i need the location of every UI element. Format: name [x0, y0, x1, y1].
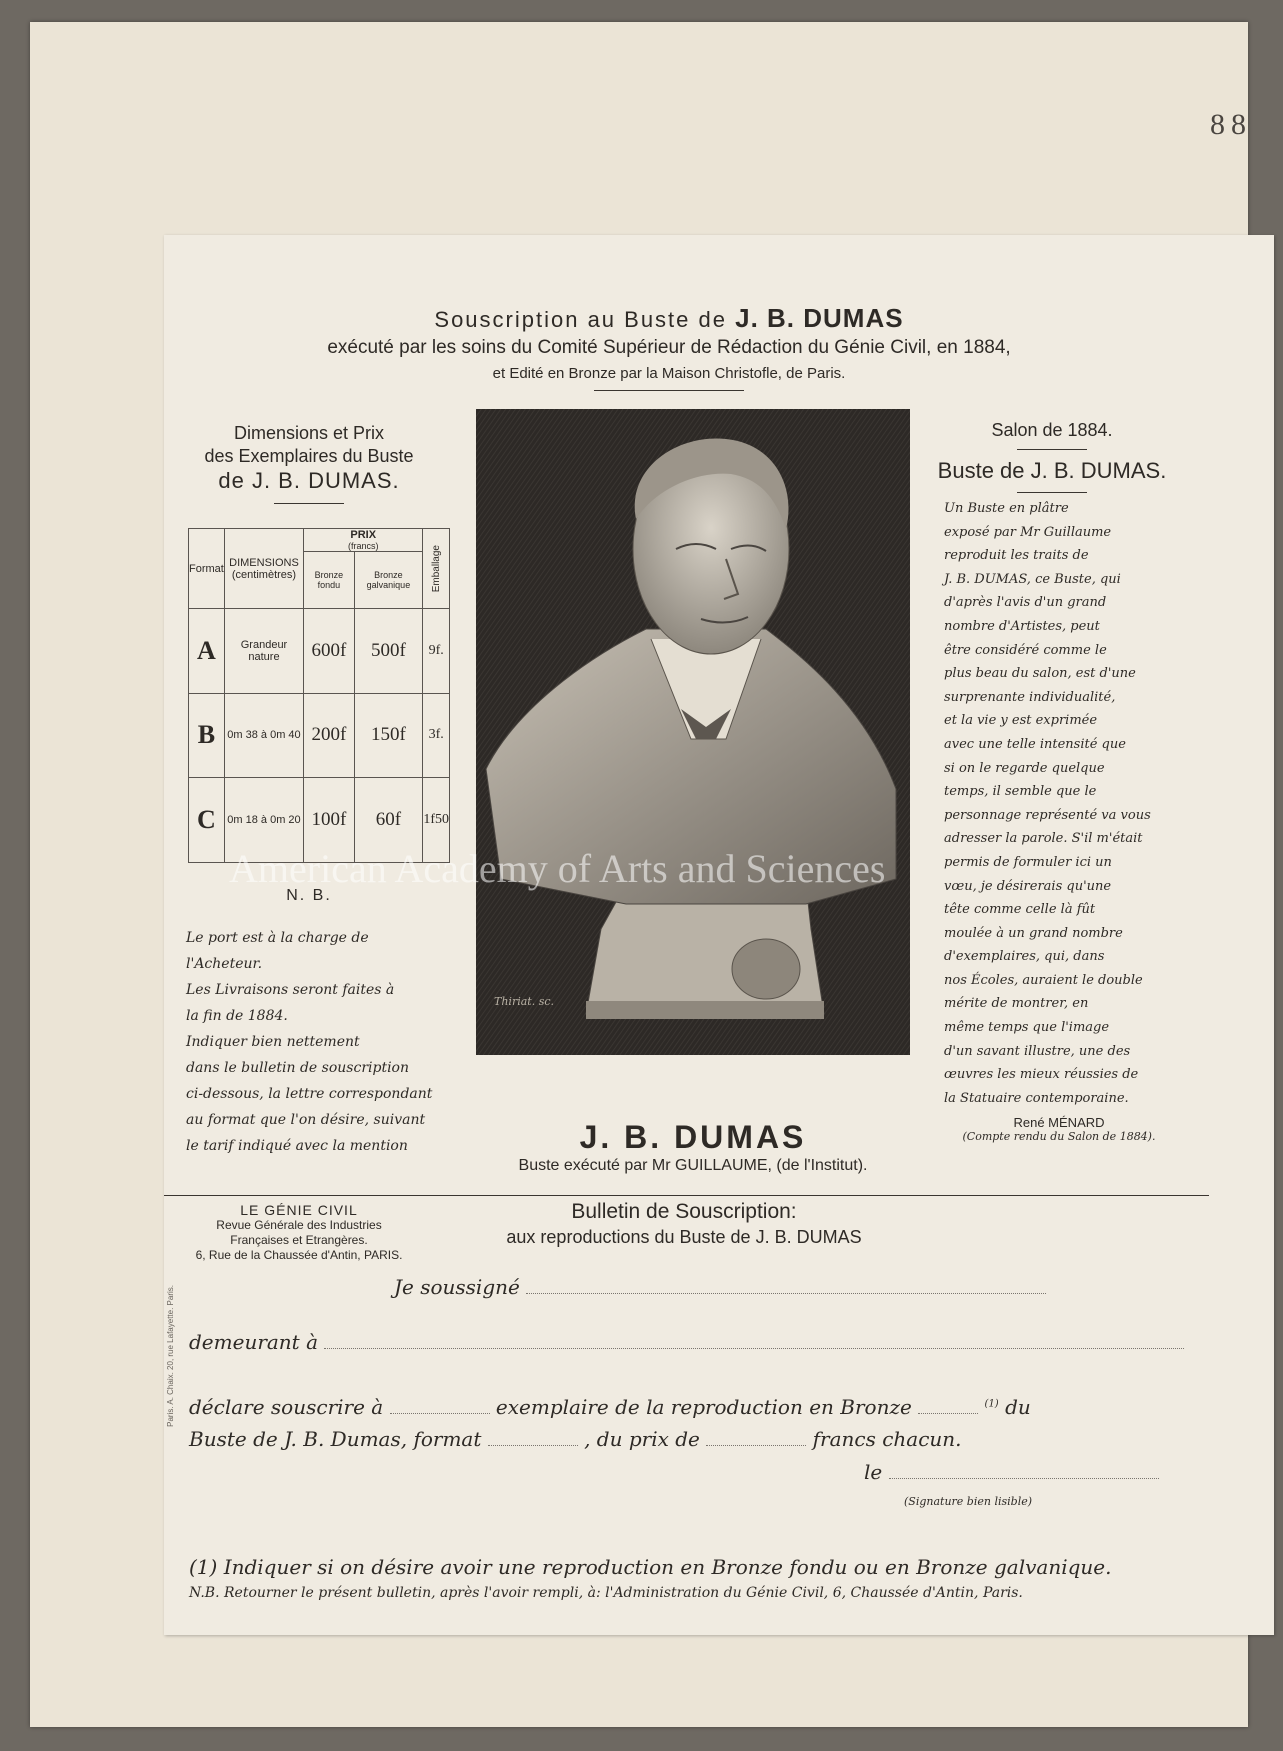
row-emballage: 1f50 [423, 778, 450, 863]
bust-title: J. B. DUMAS [579, 1119, 807, 1155]
header-rule [594, 390, 744, 391]
genie-line-2: Revue Générale des Industries [216, 1218, 382, 1232]
row-fondu-price: 200f [304, 693, 354, 778]
nb-line: Les Livraisons seront faites à [186, 982, 395, 998]
header-title [164, 303, 1174, 334]
header-title-name: J. B. DUMAS [735, 303, 904, 333]
review-line: avec une telle intensité que [944, 736, 1126, 752]
dimensions-heading-1: Dimensions et Prix [233, 423, 385, 443]
row-fondu-price: 100f [304, 778, 354, 863]
review-line: reproduit les traits de [944, 548, 1089, 564]
review-line: d'après l'avis d'un grand [944, 595, 1107, 611]
dimensions-heading [184, 422, 434, 512]
col-format: Format [189, 529, 225, 609]
row-emballage: 9f. [423, 609, 450, 694]
reproduction-label: de la reproduction en Bronze [615, 1395, 912, 1419]
row-dimensions: 0m 18 à 0m 20 [224, 778, 303, 863]
date-blank[interactable] [889, 1478, 1159, 1479]
buste-label: Buste de J. B. Dumas, format [189, 1427, 482, 1451]
dimensions-rule [274, 503, 344, 504]
table-row [189, 693, 450, 778]
nb-line: au format que l'on désire, suivant [186, 1112, 426, 1128]
col-emballage-label: Emballage [430, 544, 442, 593]
price-table [188, 528, 450, 863]
bust-engraving [476, 409, 910, 1055]
prix-blank[interactable] [706, 1445, 806, 1446]
salon-rule [1017, 449, 1087, 450]
review-line: personnage représenté va vous [944, 807, 1151, 823]
nb-line: ci-dessous, la lettre correspondant [186, 1086, 433, 1102]
demeurant-blank[interactable] [324, 1348, 1184, 1349]
col-prix [304, 529, 423, 552]
engraver-signature: Thiriat. sc. [494, 995, 554, 1008]
nb-line: la fin de 1884. [186, 1008, 288, 1024]
review-signature [944, 1115, 1174, 1143]
price-table-header [189, 529, 450, 552]
review-line: œuvres les mieux réussies de [944, 1067, 1139, 1083]
quantity-blank[interactable] [390, 1413, 490, 1414]
review-line: tête comme celle là fût [944, 902, 1096, 918]
mount-board [30, 22, 1252, 1727]
header-title-prefix: Souscription au Buste de [434, 307, 727, 332]
row-galvanique-price: 60f [354, 778, 423, 863]
nb-notes [186, 925, 436, 1159]
col-prix-label: PRIX [350, 529, 377, 541]
row-format: A [189, 609, 225, 694]
header-line-2: exécuté par les soins du Comité Supérieur de Rédaction du Génie Civil, en 1884, [327, 337, 1011, 358]
review-line: nombre d'Artistes, peut [944, 618, 1100, 634]
review-line: adresser la parole. S'il m'était [944, 831, 1143, 847]
nb-line: Indiquer bien nettement [186, 1034, 360, 1050]
genie-title: LE GÉNIE CIVIL [240, 1202, 358, 1218]
bulletin-divider [164, 1195, 1209, 1196]
nb-title: N. B. [286, 887, 332, 904]
bronze-type-blank[interactable] [918, 1413, 978, 1414]
bust-engraving-image [476, 409, 910, 1055]
review-line: d'exemplaires, qui, dans [944, 949, 1105, 965]
row-emballage: 3f. [423, 693, 450, 778]
review-line: mérite de montrer, en [944, 996, 1089, 1012]
salon-review [944, 497, 1174, 1110]
genie-line-3: Françaises et Etrangères. [230, 1233, 368, 1247]
col-prix-sub: (francs) [347, 541, 379, 551]
salon-heading [932, 420, 1172, 501]
header-line-3: et Edité en Bronze par la Maison Christofle, de Paris. [492, 365, 846, 382]
footnote: (1) Indiquer si on désire avoir une reproduction en Bronze fondu ou en Bronze galvanique. [189, 1555, 1112, 1579]
nb-line: le tarif indiqué avec la mention [186, 1138, 408, 1154]
note-mark: (1) [984, 1398, 999, 1410]
review-line: nos Écoles, auraient le double [944, 972, 1143, 988]
declare-line [189, 1395, 1031, 1419]
review-line: vœu, je désirerais qu'une [944, 878, 1112, 894]
table-row [189, 609, 450, 694]
row-dimensions: Grandeur nature [224, 609, 303, 694]
bust-caption: Buste exécuté par Mr GUILLAUME, (de l'Institut). [518, 1157, 868, 1174]
genie-civil-address [184, 1203, 414, 1263]
soussigne-label: Je soussigné [394, 1275, 520, 1299]
signature-note: (Signature bien lisible) [904, 1495, 1033, 1508]
review-line: temps, il semble que le [944, 784, 1097, 800]
soussigne-field[interactable] [394, 1275, 1046, 1299]
row-galvanique-price: 150f [354, 693, 423, 778]
watermark: American Academy of Arts and Sciences [229, 846, 886, 891]
review-line: J. B. DUMAS, ce Buste, qui [944, 571, 1121, 587]
review-line: la Statuaire contemporaine. [944, 1090, 1129, 1106]
review-source: (Compte rendu du Salon de 1884). [962, 1130, 1156, 1143]
review-line: être considéré comme le [944, 642, 1107, 658]
review-line: exposé par Mr Guillaume [944, 524, 1112, 540]
format-blank[interactable] [488, 1445, 578, 1446]
review-line: si on le regarde quelque [944, 760, 1105, 776]
salon-heading-2: Buste de J. B. DUMAS. [937, 458, 1167, 483]
col-emballage [423, 529, 450, 609]
format-line [189, 1427, 962, 1451]
row-galvanique-price: 500f [354, 609, 423, 694]
exemplaire-label: exemplaire [495, 1395, 609, 1419]
page-number: 88 [1210, 108, 1252, 141]
review-line: d'un savant illustre, une des [944, 1043, 1131, 1059]
col-dimensions-label: DIMENSIONS [229, 556, 299, 569]
nb-line: dans le bulletin de souscription [186, 1060, 409, 1076]
review-line: et la vie y est exprimée [944, 713, 1098, 729]
declare-label: déclare souscrire à [189, 1395, 384, 1419]
row-fondu-price: 600f [304, 609, 354, 694]
francs-label: francs chacun. [812, 1427, 962, 1451]
du-label: du [1005, 1395, 1031, 1419]
subscription-sheet [164, 235, 1274, 1635]
demeurant-label: demeurant à [189, 1330, 319, 1354]
row-format: B [189, 693, 225, 778]
genie-line-4: 6, Rue de la Chaussée d'Antin, PARIS. [195, 1248, 403, 1262]
col-dimensions-sub: (centimètres) [231, 568, 297, 581]
row-dimensions: 0m 38 à 0m 40 [224, 693, 303, 778]
printer-imprint: Paris. A. Chaix. 20, rue Lafayette. Paris. [166, 1285, 175, 1427]
review-author: René MÉNARD [1013, 1115, 1105, 1130]
row-format: C [189, 778, 225, 863]
bulletin-subtitle: aux reproductions du Buste de J. B. DUMAS [506, 1227, 862, 1247]
dimensions-heading-2: des Exemplaires du Buste [204, 445, 414, 466]
date-field[interactable] [864, 1460, 1159, 1484]
col-dimensions [224, 529, 303, 609]
col-galvanique: Bronze galvanique [354, 552, 423, 609]
dimensions-heading-3: de J. B. DUMAS. [218, 468, 400, 493]
le-label: le [864, 1460, 883, 1484]
nb-footer: N.B. Retourner le présent bulletin, après l'avoir rempli, à: l'Administration du Génie Civil, 6, Chaussée d'Antin, Paris. [189, 1585, 1023, 1601]
review-line: plus beau du salon, est d'une [944, 666, 1136, 682]
salon-rule-2 [1017, 492, 1087, 493]
soussigne-blank[interactable] [526, 1293, 1046, 1294]
nb-line: l'Acheteur. [186, 956, 263, 972]
review-line: même temps que l'image [944, 1020, 1110, 1036]
prix-label: , du prix de [584, 1427, 700, 1451]
review-line: surprenante individualité, [944, 689, 1116, 705]
review-line: Un Buste en plâtre [944, 501, 1069, 516]
salon-heading-1: Salon de 1884. [991, 420, 1113, 440]
review-line: permis de formuler ici un [944, 854, 1112, 870]
bulletin-title: Bulletin de Souscription: [571, 1200, 797, 1223]
col-fondu: Bronze fondu [304, 552, 354, 609]
nb-line: Le port est à la charge de [186, 930, 369, 946]
review-line: moulée à un grand nombre [944, 925, 1123, 941]
demeurant-field[interactable] [189, 1330, 1184, 1354]
